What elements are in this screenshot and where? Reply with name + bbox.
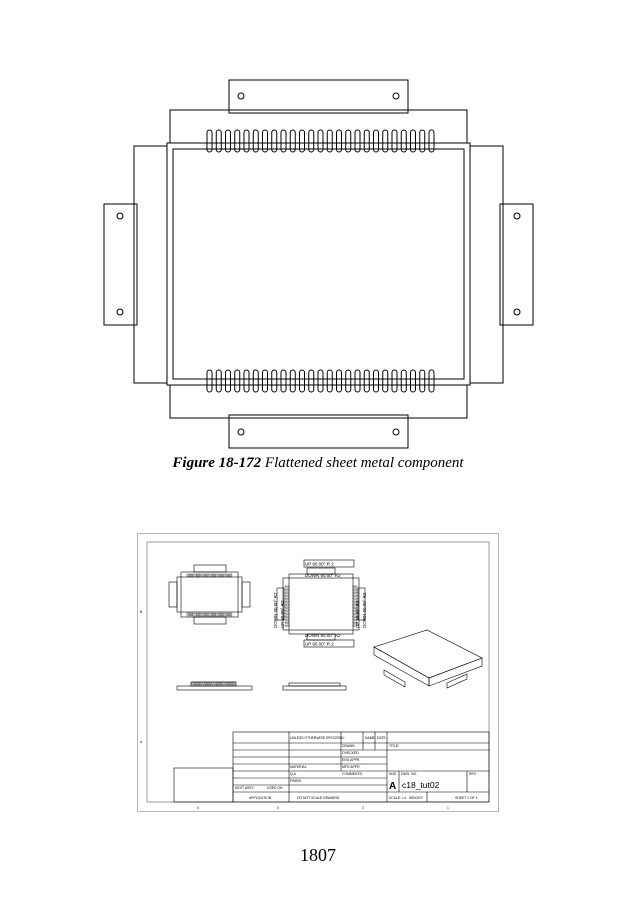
rev-label: REV	[469, 772, 476, 776]
relief-slot	[194, 613, 195, 616]
material-label: MATERIAL	[290, 765, 307, 769]
relief-slot	[210, 682, 211, 685]
relief-slot	[235, 370, 240, 392]
relief-slot	[285, 616, 289, 617]
relief-slot	[208, 574, 209, 577]
relief-slot	[226, 574, 227, 577]
relief-slot	[281, 370, 286, 392]
next-assy-label: NEXT ASSY	[235, 786, 254, 790]
relief-slot	[285, 604, 289, 605]
relief-slot	[227, 682, 228, 685]
relief-slot	[290, 370, 295, 392]
mfg-appr-label: MFG APPR.	[342, 765, 361, 769]
weight-label: WEIGHT:	[409, 796, 424, 800]
relief-slot	[207, 370, 212, 392]
dim-label: DOWN 90.00° R2	[362, 592, 367, 628]
relief-slot	[285, 601, 289, 602]
relief-slot	[285, 592, 289, 593]
relief-slot	[205, 682, 206, 685]
eng-appr-label: ENG APPR.	[342, 758, 361, 762]
relief-slot	[353, 595, 357, 596]
relief-slot	[210, 613, 211, 616]
relief-slot	[327, 370, 332, 392]
relief-slot	[192, 613, 193, 616]
relief-slot	[353, 598, 357, 599]
scale-label: SCALE: 1:1	[389, 796, 407, 800]
figure-caption	[0, 455, 636, 472]
relief-slot	[221, 682, 222, 685]
relief-slot	[212, 613, 213, 616]
relief-slot	[420, 370, 425, 392]
zone-top: 4	[197, 806, 199, 810]
drawn-label: DRAWN	[342, 744, 355, 748]
relief-slot	[192, 682, 193, 685]
dim-label: UP 90.00° R2	[280, 600, 285, 628]
relief-slot	[285, 589, 289, 590]
relief-slot	[196, 574, 197, 577]
title-label: TITLE:	[389, 744, 400, 748]
comments-label: COMMENTS:	[342, 772, 363, 776]
page-number: 1807	[300, 845, 336, 865]
relief-slot	[285, 595, 289, 596]
relief-slot	[392, 370, 397, 392]
relief-slot	[205, 574, 206, 577]
figure-caption-text: Flattened sheet metal component	[264, 455, 464, 471]
relief-slot	[285, 622, 289, 623]
relief-slot	[253, 370, 258, 392]
relief-slot	[401, 370, 406, 392]
relief-slot	[300, 370, 305, 392]
relief-slot	[217, 574, 218, 577]
relief-slot	[225, 682, 226, 685]
relief-slot	[234, 682, 235, 685]
drawing-sheet	[137, 533, 499, 812]
relief-slot	[194, 682, 195, 685]
relief-slot	[318, 370, 323, 392]
qa-label: Q.A.	[290, 772, 297, 776]
relief-slot	[187, 613, 188, 616]
relief-slot	[219, 574, 220, 577]
relief-slot	[215, 574, 216, 577]
relief-slot	[207, 682, 208, 685]
relief-slot	[346, 370, 351, 392]
relief-slot	[353, 586, 357, 587]
relief-slot	[203, 613, 204, 616]
relief-slot	[199, 574, 200, 577]
dim-label: UP 90.00° R 2	[305, 641, 334, 647]
relief-slot	[199, 682, 200, 685]
relief-slot	[411, 370, 416, 392]
size-label: SIZE	[389, 772, 397, 776]
relief-slot	[203, 574, 204, 577]
relief-slot	[231, 574, 232, 577]
zone-top: 3	[277, 806, 279, 810]
relief-slot	[229, 682, 230, 685]
relief-slot	[218, 682, 219, 685]
relief-slot	[219, 613, 220, 616]
relief-slot	[244, 370, 249, 392]
relief-slot	[285, 610, 289, 611]
relief-slot	[309, 370, 314, 392]
relief-slot	[226, 613, 227, 616]
dim-label: UP 90.00° R2	[355, 600, 360, 628]
relief-slot	[285, 613, 289, 614]
zone-side: B	[140, 610, 143, 614]
dwg-no-label: DWG. NO.	[401, 772, 418, 776]
relief-slot	[222, 574, 223, 577]
dim-label: DOWN 90.00° R2	[305, 573, 341, 578]
used-on-label: USED ON	[267, 786, 283, 790]
relief-slot	[228, 574, 229, 577]
relief-slot	[189, 574, 190, 577]
relief-slot	[285, 607, 289, 608]
relief-slot	[222, 613, 223, 616]
relief-slot	[272, 370, 277, 392]
relief-slot	[263, 370, 268, 392]
relief-slot	[353, 592, 357, 593]
name-label: NAME	[365, 736, 375, 740]
relief-slot	[212, 574, 213, 577]
dim-label: DOWN 90.00° R2	[273, 592, 278, 628]
zone-top: 1	[447, 806, 449, 810]
relief-slot	[228, 613, 229, 616]
size-value: A	[389, 781, 397, 792]
date-label: DATE	[377, 736, 386, 740]
relief-slot	[216, 682, 217, 685]
relief-slot	[199, 613, 200, 616]
finish-label: FINISH	[290, 779, 302, 783]
relief-slot	[208, 613, 209, 616]
relief-slot	[210, 574, 211, 577]
unless-note: UNLESS OTHERWISE SPECIFIED:	[290, 736, 345, 740]
relief-slot	[355, 370, 360, 392]
relief-slot	[194, 574, 195, 577]
relief-slot	[285, 625, 289, 626]
relief-slot	[201, 682, 202, 685]
relief-slot	[374, 370, 379, 392]
figure-number: Figure 18-172	[172, 455, 262, 471]
relief-slot	[231, 613, 232, 616]
relief-slot	[226, 370, 231, 392]
relief-slot	[189, 613, 190, 616]
dwg-no-value: c18_tut02	[402, 780, 440, 790]
relief-slot	[285, 619, 289, 620]
relief-slot	[232, 682, 233, 685]
dim-label: DOWN 90.00° R2	[305, 633, 341, 638]
checked-label: CHECKED	[342, 751, 359, 755]
zone-side: A	[140, 740, 143, 744]
relief-slot	[364, 370, 369, 392]
relief-slot	[224, 574, 225, 577]
relief-slot	[223, 682, 224, 685]
relief-slot	[337, 370, 342, 392]
relief-slot	[216, 370, 221, 392]
zone-top: 2	[362, 806, 364, 810]
do-not-scale-label: DO NOT SCALE DRAWING	[297, 796, 340, 800]
relief-slot	[429, 370, 434, 392]
relief-slot	[217, 613, 218, 616]
relief-slot	[215, 613, 216, 616]
relief-slot	[201, 613, 202, 616]
relief-slot	[212, 682, 213, 685]
application-label: APPLICATION	[249, 796, 272, 800]
relief-slot	[196, 682, 197, 685]
dim-label: UP 90.00° R 2	[305, 561, 334, 567]
relief-slot	[353, 589, 357, 590]
sheet-label: SHEET 1 OF 1	[455, 796, 478, 800]
relief-slot	[205, 613, 206, 616]
relief-slot	[224, 613, 225, 616]
relief-slot	[383, 370, 388, 392]
relief-slot	[285, 598, 289, 599]
relief-slot	[201, 574, 202, 577]
relief-slot	[192, 574, 193, 577]
relief-slot	[187, 574, 188, 577]
relief-slot	[196, 613, 197, 616]
relief-slot	[203, 682, 204, 685]
relief-slot	[214, 682, 215, 685]
relief-slot	[285, 586, 289, 587]
